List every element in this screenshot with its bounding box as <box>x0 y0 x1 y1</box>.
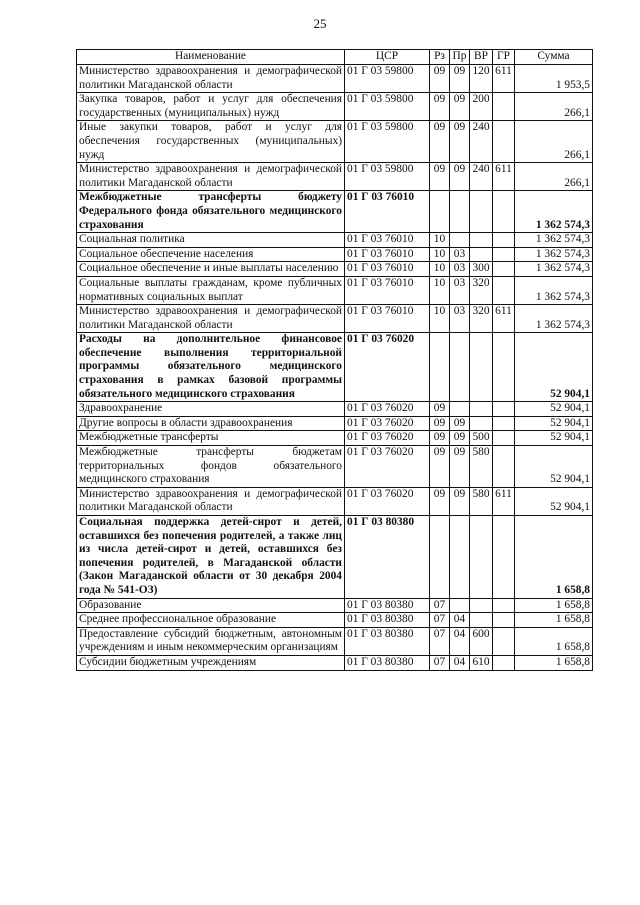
cell-pr <box>450 598 470 613</box>
cell-pr: 09 <box>450 93 470 121</box>
cell-sum: 52 904,1 <box>515 333 593 402</box>
cell-vr <box>470 333 493 402</box>
cell-rz: 07 <box>430 655 450 670</box>
cell-rz: 09 <box>430 487 450 515</box>
cell-sum: 52 904,1 <box>515 431 593 446</box>
table-row <box>77 65 593 93</box>
cell-vr: 610 <box>470 655 493 670</box>
cell-pr: 09 <box>450 163 470 191</box>
cell-rz: 09 <box>430 402 450 417</box>
cell-vr: 600 <box>470 627 493 655</box>
cell-name: Социальная политика <box>77 233 345 248</box>
budget-table <box>76 49 593 671</box>
cell-sum: 1 658,8 <box>515 613 593 628</box>
cell-sum: 1 362 574,3 <box>515 233 593 248</box>
cell-sum: 1 658,8 <box>515 516 593 599</box>
cell-csr: 01 Г 03 76020 <box>345 402 430 417</box>
cell-pr: 09 <box>450 121 470 163</box>
cell-rz: 07 <box>430 613 450 628</box>
cell-csr: 01 Г 03 80380 <box>345 598 430 613</box>
cell-csr: 01 Г 03 80380 <box>345 627 430 655</box>
header-sum: Сумма <box>515 50 593 65</box>
cell-rz <box>430 333 450 402</box>
cell-name: Социальное обеспечение населения <box>77 247 345 262</box>
cell-vr: 240 <box>470 121 493 163</box>
cell-pr <box>450 191 470 233</box>
table-header-row <box>77 50 593 65</box>
cell-vr: 240 <box>470 163 493 191</box>
cell-csr: 01 Г 03 76020 <box>345 487 430 515</box>
table-row <box>77 93 593 121</box>
cell-pr: 03 <box>450 262 470 277</box>
cell-gr <box>493 416 515 431</box>
cell-vr <box>470 613 493 628</box>
cell-pr: 09 <box>450 487 470 515</box>
cell-sum: 1 362 574,3 <box>515 305 593 333</box>
cell-pr: 09 <box>450 431 470 446</box>
cell-csr: 01 Г 03 59800 <box>345 93 430 121</box>
cell-csr: 01 Г 03 59800 <box>345 121 430 163</box>
cell-gr <box>493 276 515 304</box>
cell-rz: 10 <box>430 305 450 333</box>
cell-pr <box>450 233 470 248</box>
cell-vr <box>470 598 493 613</box>
cell-name: Министерство здравоохранения и демографической политики Магаданской области <box>77 487 345 515</box>
cell-gr <box>493 247 515 262</box>
cell-vr <box>470 191 493 233</box>
cell-rz <box>430 516 450 599</box>
cell-gr <box>493 333 515 402</box>
table-row <box>77 613 593 628</box>
cell-name: Здравоохранение <box>77 402 345 417</box>
cell-csr: 01 Г 03 76020 <box>345 416 430 431</box>
cell-gr <box>493 613 515 628</box>
cell-pr <box>450 333 470 402</box>
cell-csr: 01 Г 03 76020 <box>345 446 430 488</box>
cell-name: Межбюджетные трансферты <box>77 431 345 446</box>
header-pr: Пр <box>450 50 470 65</box>
table-row <box>77 446 593 488</box>
table-row <box>77 233 593 248</box>
table-row <box>77 262 593 277</box>
cell-sum: 52 904,1 <box>515 446 593 488</box>
cell-gr <box>493 233 515 248</box>
table-row <box>77 598 593 613</box>
cell-gr: 611 <box>493 65 515 93</box>
cell-sum: 1 362 574,3 <box>515 191 593 233</box>
cell-gr <box>493 516 515 599</box>
cell-name: Социальное обеспечение и иные выплаты населению <box>77 262 345 277</box>
table-row <box>77 121 593 163</box>
header-csr: ЦСР <box>345 50 430 65</box>
table-body <box>77 65 593 671</box>
table-row <box>77 416 593 431</box>
cell-rz: 07 <box>430 598 450 613</box>
cell-name: Министерство здравоохранения и демографической политики Магаданской области <box>77 65 345 93</box>
cell-csr: 01 Г 03 59800 <box>345 163 430 191</box>
cell-name: Другие вопросы в области здравоохранения <box>77 416 345 431</box>
cell-gr <box>493 191 515 233</box>
cell-vr: 200 <box>470 93 493 121</box>
header-vr: ВР <box>470 50 493 65</box>
cell-gr <box>493 402 515 417</box>
cell-rz: 09 <box>430 65 450 93</box>
cell-pr: 03 <box>450 247 470 262</box>
cell-sum: 1 658,8 <box>515 627 593 655</box>
cell-vr: 580 <box>470 446 493 488</box>
table-row <box>77 191 593 233</box>
cell-gr <box>493 93 515 121</box>
cell-sum: 1 362 574,3 <box>515 276 593 304</box>
header-gr: ГР <box>493 50 515 65</box>
cell-name: Межбюджетные трансферты бюджету Федерального фонда обязательного медицинского страхования <box>77 191 345 233</box>
cell-gr <box>493 655 515 670</box>
cell-name: Межбюджетные трансферты бюджетам территориальных фондов обязательного медицинского страхования <box>77 446 345 488</box>
cell-rz: 09 <box>430 431 450 446</box>
cell-csr: 01 Г 03 80380 <box>345 516 430 599</box>
cell-csr: 01 Г 03 76010 <box>345 305 430 333</box>
cell-name: Министерство здравоохранения и демографической политики Магаданской области <box>77 305 345 333</box>
cell-rz: 09 <box>430 446 450 488</box>
cell-sum: 1 362 574,3 <box>515 247 593 262</box>
cell-name: Иные закупки товаров, работ и услуг для обеспечения государственных (муниципальных) нужд <box>77 121 345 163</box>
cell-rz: 09 <box>430 416 450 431</box>
cell-rz: 10 <box>430 247 450 262</box>
header-rz: Рз <box>430 50 450 65</box>
cell-rz: 10 <box>430 233 450 248</box>
cell-vr: 300 <box>470 262 493 277</box>
table-row <box>77 247 593 262</box>
cell-name: Образование <box>77 598 345 613</box>
cell-csr: 01 Г 03 76010 <box>345 247 430 262</box>
page-number: 25 <box>313 16 327 31</box>
cell-name: Расходы на дополнительное финансовое обеспечение выполнения территориальной программы обязательного медицинского страхования в рамках базовой программы обязательного медицинского страхования <box>77 333 345 402</box>
cell-name: Социальная поддержка детей-сирот и детей, оставшихся без попечения родителей, а также лиц из числа детей-сирот и детей, оставшихся без попечения родителей, в Магаданской области (Закон Магаданской области от 30 декабря 2004 года № 541-ОЗ) <box>77 516 345 599</box>
cell-sum: 1 362 574,3 <box>515 262 593 277</box>
cell-vr: 320 <box>470 276 493 304</box>
cell-vr <box>470 416 493 431</box>
table-row <box>77 516 593 599</box>
cell-gr <box>493 121 515 163</box>
cell-rz: 09 <box>430 121 450 163</box>
cell-sum: 1 658,8 <box>515 655 593 670</box>
cell-gr <box>493 431 515 446</box>
cell-vr <box>470 402 493 417</box>
cell-gr <box>493 598 515 613</box>
cell-vr: 500 <box>470 431 493 446</box>
cell-gr: 611 <box>493 487 515 515</box>
table-row <box>77 431 593 446</box>
table-row <box>77 627 593 655</box>
cell-name: Предоставление субсидий бюджетным, автономным учреждениям и иным некоммерческим организациям <box>77 627 345 655</box>
cell-name: Социальные выплаты гражданам, кроме публичных нормативных социальных выплат <box>77 276 345 304</box>
cell-gr: 611 <box>493 163 515 191</box>
cell-rz: 09 <box>430 93 450 121</box>
cell-pr <box>450 516 470 599</box>
cell-csr: 01 Г 03 80380 <box>345 655 430 670</box>
cell-sum: 266,1 <box>515 163 593 191</box>
cell-pr: 09 <box>450 416 470 431</box>
cell-name: Субсидии бюджетным учреждениям <box>77 655 345 670</box>
cell-sum: 1 658,8 <box>515 598 593 613</box>
cell-pr <box>450 402 470 417</box>
cell-pr: 03 <box>450 305 470 333</box>
table-row <box>77 487 593 515</box>
header-name: Наименование <box>77 50 345 65</box>
cell-name: Министерство здравоохранения и демографической политики Магаданской области <box>77 163 345 191</box>
cell-sum: 266,1 <box>515 93 593 121</box>
cell-vr: 120 <box>470 65 493 93</box>
cell-sum: 52 904,1 <box>515 402 593 417</box>
cell-csr: 01 Г 03 80380 <box>345 613 430 628</box>
cell-name: Среднее профессиональное образование <box>77 613 345 628</box>
cell-vr <box>470 233 493 248</box>
cell-pr: 04 <box>450 655 470 670</box>
cell-sum: 52 904,1 <box>515 416 593 431</box>
cell-pr: 03 <box>450 276 470 304</box>
cell-vr <box>470 516 493 599</box>
table-row <box>77 163 593 191</box>
cell-rz: 07 <box>430 627 450 655</box>
cell-csr: 01 Г 03 76010 <box>345 276 430 304</box>
cell-csr: 01 Г 03 76020 <box>345 333 430 402</box>
cell-pr: 04 <box>450 627 470 655</box>
cell-csr: 01 Г 03 76010 <box>345 191 430 233</box>
table-row <box>77 655 593 670</box>
cell-sum: 266,1 <box>515 121 593 163</box>
cell-rz: 09 <box>430 163 450 191</box>
cell-sum: 52 904,1 <box>515 487 593 515</box>
cell-pr: 09 <box>450 65 470 93</box>
cell-rz: 10 <box>430 262 450 277</box>
cell-vr: 320 <box>470 305 493 333</box>
cell-csr: 01 Г 03 76010 <box>345 262 430 277</box>
cell-vr <box>470 247 493 262</box>
cell-rz <box>430 191 450 233</box>
cell-pr: 09 <box>450 446 470 488</box>
cell-gr <box>493 262 515 277</box>
table-row <box>77 402 593 417</box>
cell-pr: 04 <box>450 613 470 628</box>
cell-gr <box>493 627 515 655</box>
cell-sum: 1 953,5 <box>515 65 593 93</box>
table-row <box>77 333 593 402</box>
cell-name: Закупка товаров, работ и услуг для обеспечения государственных (муниципальных) нужд <box>77 93 345 121</box>
table-row <box>77 305 593 333</box>
cell-vr: 580 <box>470 487 493 515</box>
cell-csr: 01 Г 03 76010 <box>345 233 430 248</box>
cell-rz: 10 <box>430 276 450 304</box>
cell-gr <box>493 446 515 488</box>
table-row <box>77 276 593 304</box>
cell-csr: 01 Г 03 59800 <box>345 65 430 93</box>
cell-csr: 01 Г 03 76020 <box>345 431 430 446</box>
cell-gr: 611 <box>493 305 515 333</box>
